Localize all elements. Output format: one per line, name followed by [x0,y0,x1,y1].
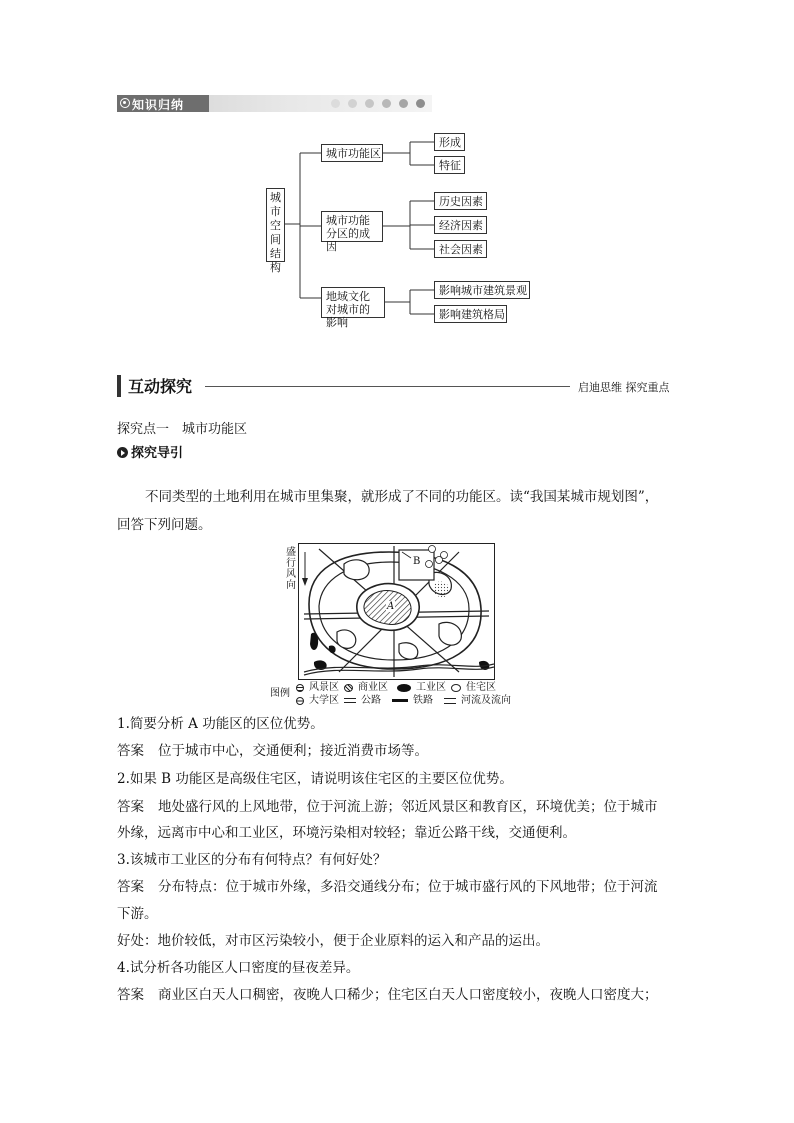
guide-heading [117,444,183,464]
map-graphic [299,544,494,679]
answer-2-cont: 外缘，远离市中心和工业区，环境污染相对较轻；靠近公路干线，交通便利。 [117,825,576,841]
legend-scenic: 风景区 [309,682,339,693]
tree-leaf: 影响建筑格局 [434,305,507,323]
tree-leaf: 影响城市建筑景观 [434,281,530,299]
answer-3 [117,877,658,897]
answer-1 [117,741,428,761]
tree-leaf: 形成 [434,133,465,151]
intro-line-1: 不同类型的土地利用在城市里集聚，就形成了不同的功能区。读“我国某城市规划图”， [145,489,659,505]
section-divider [205,386,570,387]
question-4: 4.试分析各功能区人口密度的昼夜差异。 [117,960,360,976]
tree-leaf: 社会因素 [434,240,487,258]
answer-2 [117,797,658,817]
answer-4 [117,985,658,1005]
answer-3-text: 分布特点：位于城市外缘，多沿交通线分布；位于城市盛行风的下风地带；位于河流 [158,879,658,895]
tree-leaf: 历史因素 [434,192,487,210]
river-icon [444,698,456,704]
legend-river: 河流及流向 [461,695,511,706]
map-legend [270,681,511,707]
answer-4-text: 商业区白天人口稠密，夜晚人口稀少；住宅区白天人口密度较小，夜晚人口密度大； [158,987,658,1003]
section-subtitle: 启迪思维 探究重点 [578,381,670,394]
wind-label: 盛行风向 [286,547,296,591]
legend-road: 公路 [361,695,381,706]
tree-branch: 城市功能区 [321,144,383,162]
tree-connectors [0,0,794,340]
label-b: B [413,556,421,567]
tree-branch: 地域文化对城市的影响 [321,287,385,318]
legend-residential: 住宅区 [466,682,496,693]
answer-label: 答案 [117,987,144,1003]
legend-commercial: 商业区 [358,682,388,693]
guide-label: 探究导引 [131,446,184,461]
legend-university: 大学区 [309,695,339,706]
industrial-icon [397,684,411,692]
legend-title: 图例 [270,688,290,699]
tree-leaf: 经济因素 [434,216,487,234]
label-a: A [387,601,395,612]
answer-2-text: 地处盛行风的上风地带，位于河流上游；邻近风景区和教育区，环境优美；位于城市 [158,799,658,815]
scenic-icon [296,684,304,692]
answer-1-text: 位于城市中心，交通便利；接近消费市场等。 [158,743,428,759]
section-title: 互动探究 [128,377,193,396]
residential-icon [451,684,461,692]
answer-3-cont: 下游。 [117,906,158,922]
answer-3-benefit: 好处：地价较低，对市区污染较小，便于企业原料的运入和产品的运出。 [117,933,549,949]
knowledge-header-title: 知识归纳 [132,98,185,112]
legend-industrial: 工业区 [416,682,446,693]
question-1: 1.简要分析 A 功能区的区位优势。 [117,716,324,732]
tree-branch: 城市功能分区的成因 [321,211,383,242]
tree-leaf: 特征 [434,156,465,174]
answer-label: 答案 [117,879,144,895]
question-2: 2.如果 B 功能区是高级住宅区，请说明该住宅区的主要区位优势。 [117,771,513,787]
question-3: 3.该城市工业区的分布有何特点？有何好处？ [117,852,387,868]
tree-root: 城市空间结构 [266,188,285,262]
railway-icon [392,699,408,702]
section-bar [117,375,121,397]
inquiry-heading: 探究点一 城市功能区 [117,422,248,437]
legend-railway: 铁路 [413,695,433,706]
answer-label: 答案 [117,799,144,815]
commercial-icon [344,684,353,692]
city-plan-map [286,543,495,680]
play-icon [117,447,128,458]
answer-label: 答案 [117,743,144,759]
intro-line-2: 回答下列问题。 [117,517,212,533]
university-icon [296,697,304,705]
road-icon [344,698,356,703]
